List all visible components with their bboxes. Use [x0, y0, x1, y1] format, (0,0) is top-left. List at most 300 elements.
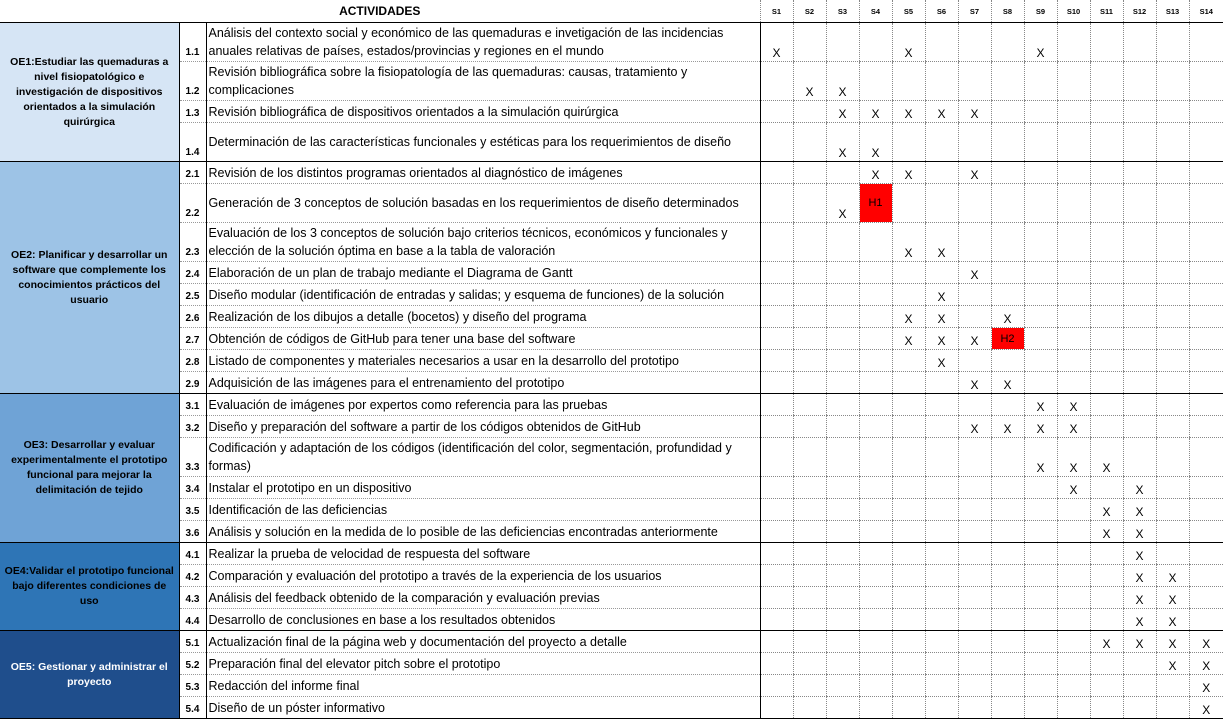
schedule-cell [925, 543, 958, 565]
task-description: Diseño de un póster informativo [206, 697, 760, 719]
schedule-cell [1090, 62, 1123, 101]
task-number: 2.2 [179, 184, 206, 223]
task-row [0, 675, 1223, 697]
schedule-cell [859, 372, 892, 394]
schedule-cell [1090, 565, 1123, 587]
schedule-cell [826, 223, 859, 262]
schedule-cell [991, 262, 1024, 284]
schedule-cell [958, 23, 991, 62]
schedule-cell [1156, 438, 1189, 477]
schedule-cell [958, 350, 991, 372]
schedule-cell [1057, 284, 1090, 306]
schedule-cell [1156, 675, 1189, 697]
schedule-cell [925, 23, 958, 62]
schedule-cell [892, 416, 925, 438]
schedule-mark: X [1123, 631, 1156, 653]
schedule-cell [1057, 184, 1090, 223]
schedule-cell [1024, 101, 1057, 123]
schedule-cell [1090, 394, 1123, 416]
schedule-mark: X [1024, 438, 1057, 477]
schedule-cell [958, 438, 991, 477]
schedule-cell [859, 223, 892, 262]
schedule-mark: X [1189, 697, 1223, 719]
task-description: Generación de 3 conceptos de solución basadas en los requerimientos de diseño determinados [206, 184, 760, 223]
schedule-cell [1090, 350, 1123, 372]
schedule-cell [925, 438, 958, 477]
schedule-cell [1156, 477, 1189, 499]
schedule-cell [793, 394, 826, 416]
schedule-mark: X [1156, 565, 1189, 587]
schedule-cell [1024, 284, 1057, 306]
schedule-mark: X [1024, 23, 1057, 62]
schedule-cell [1024, 631, 1057, 653]
schedule-cell [1189, 101, 1223, 123]
schedule-mark: X [826, 62, 859, 101]
schedule-cell [793, 184, 826, 223]
schedule-cell [958, 697, 991, 719]
schedule-cell [991, 23, 1024, 62]
schedule-mark: X [1156, 653, 1189, 675]
schedule-cell [760, 162, 793, 184]
schedule-cell [793, 499, 826, 521]
schedule-mark: X [793, 62, 826, 101]
schedule-cell [991, 162, 1024, 184]
schedule-cell [1090, 675, 1123, 697]
schedule-cell [793, 609, 826, 631]
objective-label: OE2: Planificar y desarrollar un software que complemente los conocimientos prácticos del usuario [0, 162, 179, 394]
schedule-cell [1156, 23, 1189, 62]
task-description: Redacción del informe final [206, 675, 760, 697]
schedule-mark: X [1189, 631, 1223, 653]
schedule-cell [1024, 565, 1057, 587]
objective-label: OE3: Desarrollar y evaluar experimentalmente el prototipo funcional para mejorar la delimitación de tejido [0, 394, 179, 543]
schedule-cell [793, 328, 826, 350]
schedule-cell [1024, 521, 1057, 543]
schedule-cell [793, 372, 826, 394]
schedule-cell [892, 675, 925, 697]
schedule-cell [1057, 565, 1090, 587]
schedule-cell [892, 521, 925, 543]
schedule-cell [892, 123, 925, 162]
schedule-cell [991, 609, 1024, 631]
task-description: Revisión de los distintos programas orientados al diagnóstico de imágenes [206, 162, 760, 184]
schedule-cell [859, 609, 892, 631]
task-row [0, 101, 1223, 123]
schedule-cell [826, 675, 859, 697]
schedule-cell [1057, 23, 1090, 62]
schedule-cell [892, 394, 925, 416]
schedule-mark: X [1123, 609, 1156, 631]
week-header: S12 [1123, 0, 1156, 23]
schedule-cell [826, 609, 859, 631]
schedule-cell [760, 697, 793, 719]
schedule-cell [1156, 184, 1189, 223]
schedule-cell [1057, 521, 1090, 543]
schedule-mark: X [1090, 521, 1123, 543]
schedule-cell [1189, 262, 1223, 284]
schedule-cell [1189, 521, 1223, 543]
task-number: 2.6 [179, 306, 206, 328]
schedule-cell [925, 162, 958, 184]
schedule-cell [925, 394, 958, 416]
schedule-mark: X [826, 184, 859, 223]
schedule-cell [991, 394, 1024, 416]
week-header: S2 [793, 0, 826, 23]
schedule-cell [958, 609, 991, 631]
week-header: S1 [760, 0, 793, 23]
schedule-cell [1189, 62, 1223, 101]
schedule-cell [1156, 101, 1189, 123]
schedule-cell [1189, 23, 1223, 62]
schedule-mark: X [1024, 394, 1057, 416]
schedule-cell [760, 587, 793, 609]
schedule-cell [991, 350, 1024, 372]
task-row [0, 262, 1223, 284]
schedule-cell [1156, 162, 1189, 184]
schedule-cell [793, 416, 826, 438]
schedule-cell [1024, 372, 1057, 394]
schedule-cell [1189, 438, 1223, 477]
task-description: Diseño modular (identificación de entradas y salidas; y esquema de funciones) de la solución [206, 284, 760, 306]
schedule-cell [991, 477, 1024, 499]
schedule-cell [958, 284, 991, 306]
activities-header: ACTIVIDADES [0, 0, 760, 23]
schedule-cell [793, 262, 826, 284]
schedule-cell [1123, 306, 1156, 328]
schedule-cell [892, 609, 925, 631]
schedule-cell [1189, 543, 1223, 565]
schedule-cell [892, 262, 925, 284]
schedule-cell [1024, 123, 1057, 162]
week-header: S7 [958, 0, 991, 23]
schedule-cell [892, 350, 925, 372]
task-row [0, 543, 1223, 565]
schedule-cell [1024, 587, 1057, 609]
schedule-cell [1090, 653, 1123, 675]
schedule-mark: X [892, 306, 925, 328]
task-description: Revisión bibliográfica sobre la fisiopatología de las quemaduras: causas, tratamiento y complicaciones [206, 62, 760, 101]
schedule-cell [1189, 123, 1223, 162]
schedule-cell [859, 521, 892, 543]
task-row [0, 697, 1223, 719]
task-row [0, 631, 1223, 653]
schedule-cell [760, 521, 793, 543]
schedule-cell [859, 675, 892, 697]
schedule-mark: X [1189, 653, 1223, 675]
schedule-cell [760, 543, 793, 565]
task-description: Análisis del feedback obtenido de la comparación y evaluación previas [206, 587, 760, 609]
schedule-cell [925, 631, 958, 653]
schedule-mark: X [1123, 543, 1156, 565]
schedule-cell [892, 543, 925, 565]
task-description: Análisis y solución en la medida de lo posible de las deficiencias encontradas anteriormente [206, 521, 760, 543]
schedule-cell [793, 438, 826, 477]
schedule-cell [1090, 284, 1123, 306]
schedule-cell [1057, 587, 1090, 609]
schedule-mark: X [760, 23, 793, 62]
schedule-cell [1057, 62, 1090, 101]
schedule-cell [760, 123, 793, 162]
schedule-cell [958, 223, 991, 262]
schedule-cell [793, 653, 826, 675]
schedule-cell [1024, 697, 1057, 719]
schedule-mark: X [859, 162, 892, 184]
schedule-cell [1057, 372, 1090, 394]
schedule-cell [991, 101, 1024, 123]
schedule-cell [1024, 609, 1057, 631]
schedule-mark: X [1057, 477, 1090, 499]
schedule-cell [1123, 653, 1156, 675]
schedule-cell [892, 499, 925, 521]
task-description: Revisión bibliográfica de dispositivos orientados a la simulación quirúrgica [206, 101, 760, 123]
schedule-cell [793, 284, 826, 306]
schedule-cell [1123, 675, 1156, 697]
schedule-cell [760, 394, 793, 416]
schedule-cell [1189, 184, 1223, 223]
schedule-cell [1123, 162, 1156, 184]
schedule-cell [1123, 697, 1156, 719]
week-header: S5 [892, 0, 925, 23]
task-row [0, 23, 1223, 62]
schedule-cell [958, 653, 991, 675]
schedule-cell [1057, 262, 1090, 284]
schedule-cell [892, 587, 925, 609]
schedule-mark: X [958, 162, 991, 184]
schedule-cell [859, 416, 892, 438]
schedule-cell [1090, 306, 1123, 328]
task-description: Identificación de las deficiencias [206, 499, 760, 521]
schedule-cell [760, 350, 793, 372]
schedule-cell [760, 477, 793, 499]
schedule-cell [1024, 162, 1057, 184]
schedule-mark: X [1156, 631, 1189, 653]
task-row [0, 438, 1223, 477]
schedule-cell [859, 543, 892, 565]
schedule-cell [958, 184, 991, 223]
task-description: Análisis del contexto social y económico de las quemaduras e invetigación de las incidencias anuales relativas de países, estados/provincias y regiones en el mundo [206, 23, 760, 62]
schedule-cell [1189, 587, 1223, 609]
schedule-cell [760, 284, 793, 306]
schedule-cell [826, 350, 859, 372]
schedule-cell [958, 306, 991, 328]
schedule-cell [793, 350, 826, 372]
schedule-cell [1090, 328, 1123, 350]
schedule-mark: X [925, 101, 958, 123]
schedule-cell [793, 477, 826, 499]
schedule-cell [1024, 653, 1057, 675]
task-row [0, 223, 1223, 262]
schedule-mark: X [958, 372, 991, 394]
schedule-cell [859, 350, 892, 372]
task-number: 4.4 [179, 609, 206, 631]
schedule-cell [1057, 609, 1090, 631]
task-row [0, 350, 1223, 372]
schedule-cell [760, 328, 793, 350]
schedule-cell [958, 499, 991, 521]
schedule-cell [826, 416, 859, 438]
task-row [0, 372, 1223, 394]
schedule-cell [892, 697, 925, 719]
schedule-cell [1189, 306, 1223, 328]
schedule-cell [1156, 416, 1189, 438]
schedule-cell [1024, 223, 1057, 262]
schedule-cell [958, 62, 991, 101]
schedule-cell [1123, 184, 1156, 223]
schedule-cell [1189, 284, 1223, 306]
schedule-cell [991, 284, 1024, 306]
schedule-cell [859, 62, 892, 101]
schedule-cell [826, 394, 859, 416]
schedule-cell [892, 477, 925, 499]
schedule-cell [1156, 394, 1189, 416]
schedule-cell [925, 62, 958, 101]
schedule-mark: X [892, 223, 925, 262]
schedule-cell [1057, 101, 1090, 123]
schedule-cell [1123, 328, 1156, 350]
schedule-cell [859, 262, 892, 284]
schedule-mark: X [1057, 416, 1090, 438]
schedule-mark: X [892, 23, 925, 62]
schedule-mark: X [925, 350, 958, 372]
schedule-cell [1057, 123, 1090, 162]
schedule-cell [1156, 223, 1189, 262]
schedule-cell [991, 521, 1024, 543]
schedule-cell [826, 631, 859, 653]
schedule-cell [1090, 697, 1123, 719]
task-number: 1.2 [179, 62, 206, 101]
task-row [0, 394, 1223, 416]
schedule-cell [859, 631, 892, 653]
schedule-mark: X [1189, 675, 1223, 697]
task-row [0, 284, 1223, 306]
schedule-cell [1057, 653, 1090, 675]
schedule-mark: X [958, 101, 991, 123]
task-number: 2.4 [179, 262, 206, 284]
task-description: Obtención de códigos de GitHub para tener una base del software [206, 328, 760, 350]
schedule-cell [859, 328, 892, 350]
schedule-cell [826, 587, 859, 609]
schedule-cell [760, 62, 793, 101]
schedule-cell [925, 123, 958, 162]
schedule-cell [958, 675, 991, 697]
schedule-cell [793, 101, 826, 123]
schedule-cell [793, 23, 826, 62]
schedule-cell [991, 499, 1024, 521]
schedule-cell [859, 697, 892, 719]
schedule-cell [826, 565, 859, 587]
schedule-cell [991, 587, 1024, 609]
schedule-cell [760, 101, 793, 123]
schedule-cell [760, 653, 793, 675]
schedule-mark: X [1123, 521, 1156, 543]
schedule-cell [1156, 262, 1189, 284]
schedule-cell [826, 284, 859, 306]
schedule-cell [1123, 284, 1156, 306]
schedule-cell [826, 372, 859, 394]
schedule-cell [1090, 101, 1123, 123]
schedule-mark: X [958, 328, 991, 350]
schedule-cell [826, 162, 859, 184]
schedule-cell [760, 499, 793, 521]
schedule-cell [892, 653, 925, 675]
schedule-cell [760, 631, 793, 653]
schedule-cell [958, 565, 991, 587]
schedule-mark: X [925, 223, 958, 262]
schedule-cell [826, 543, 859, 565]
schedule-cell [1024, 262, 1057, 284]
schedule-cell [1156, 543, 1189, 565]
schedule-cell [1156, 284, 1189, 306]
schedule-cell [859, 565, 892, 587]
schedule-cell [1057, 675, 1090, 697]
task-number: 3.1 [179, 394, 206, 416]
schedule-mark: X [1156, 609, 1189, 631]
task-row [0, 416, 1223, 438]
schedule-cell [1057, 350, 1090, 372]
schedule-cell [1156, 306, 1189, 328]
schedule-cell [859, 23, 892, 62]
schedule-cell [1123, 101, 1156, 123]
task-description: Realización de los dibujos a detalle (bocetos) y diseño del programa [206, 306, 760, 328]
schedule-cell [892, 372, 925, 394]
schedule-cell [826, 521, 859, 543]
schedule-cell [1156, 123, 1189, 162]
schedule-mark: X [1123, 477, 1156, 499]
schedule-cell [892, 62, 925, 101]
schedule-cell [1057, 631, 1090, 653]
schedule-cell [958, 123, 991, 162]
task-number: 1.3 [179, 101, 206, 123]
schedule-cell [892, 631, 925, 653]
schedule-mark: X [991, 372, 1024, 394]
schedule-cell [1123, 394, 1156, 416]
schedule-cell [991, 631, 1024, 653]
task-description: Comparación y evaluación del prototipo a través de la experiencia de los usuarios [206, 565, 760, 587]
schedule-cell [1057, 223, 1090, 262]
schedule-cell [892, 284, 925, 306]
schedule-cell [793, 306, 826, 328]
schedule-mark: X [826, 101, 859, 123]
schedule-cell [1123, 123, 1156, 162]
schedule-cell [925, 499, 958, 521]
schedule-mark: X [1057, 394, 1090, 416]
task-number: 1.4 [179, 123, 206, 162]
schedule-cell [826, 328, 859, 350]
schedule-cell [1057, 697, 1090, 719]
schedule-mark: X [826, 123, 859, 162]
schedule-cell [760, 565, 793, 587]
week-header: S9 [1024, 0, 1057, 23]
schedule-cell [991, 62, 1024, 101]
schedule-cell [1156, 499, 1189, 521]
task-row [0, 184, 1223, 223]
schedule-cell [826, 697, 859, 719]
task-description: Determinación de las características funcionales y estéticas para los requerimientos de diseño [206, 123, 760, 162]
schedule-cell [958, 587, 991, 609]
week-header: S8 [991, 0, 1024, 23]
schedule-cell [991, 123, 1024, 162]
schedule-cell [760, 416, 793, 438]
schedule-cell [1057, 543, 1090, 565]
schedule-cell [958, 521, 991, 543]
schedule-cell [991, 565, 1024, 587]
task-description: Elaboración de un plan de trabajo mediante el Diagrama de Gantt [206, 262, 760, 284]
task-row [0, 499, 1223, 521]
schedule-cell [1090, 477, 1123, 499]
header-row [0, 0, 1223, 23]
schedule-cell [826, 438, 859, 477]
schedule-cell [958, 477, 991, 499]
